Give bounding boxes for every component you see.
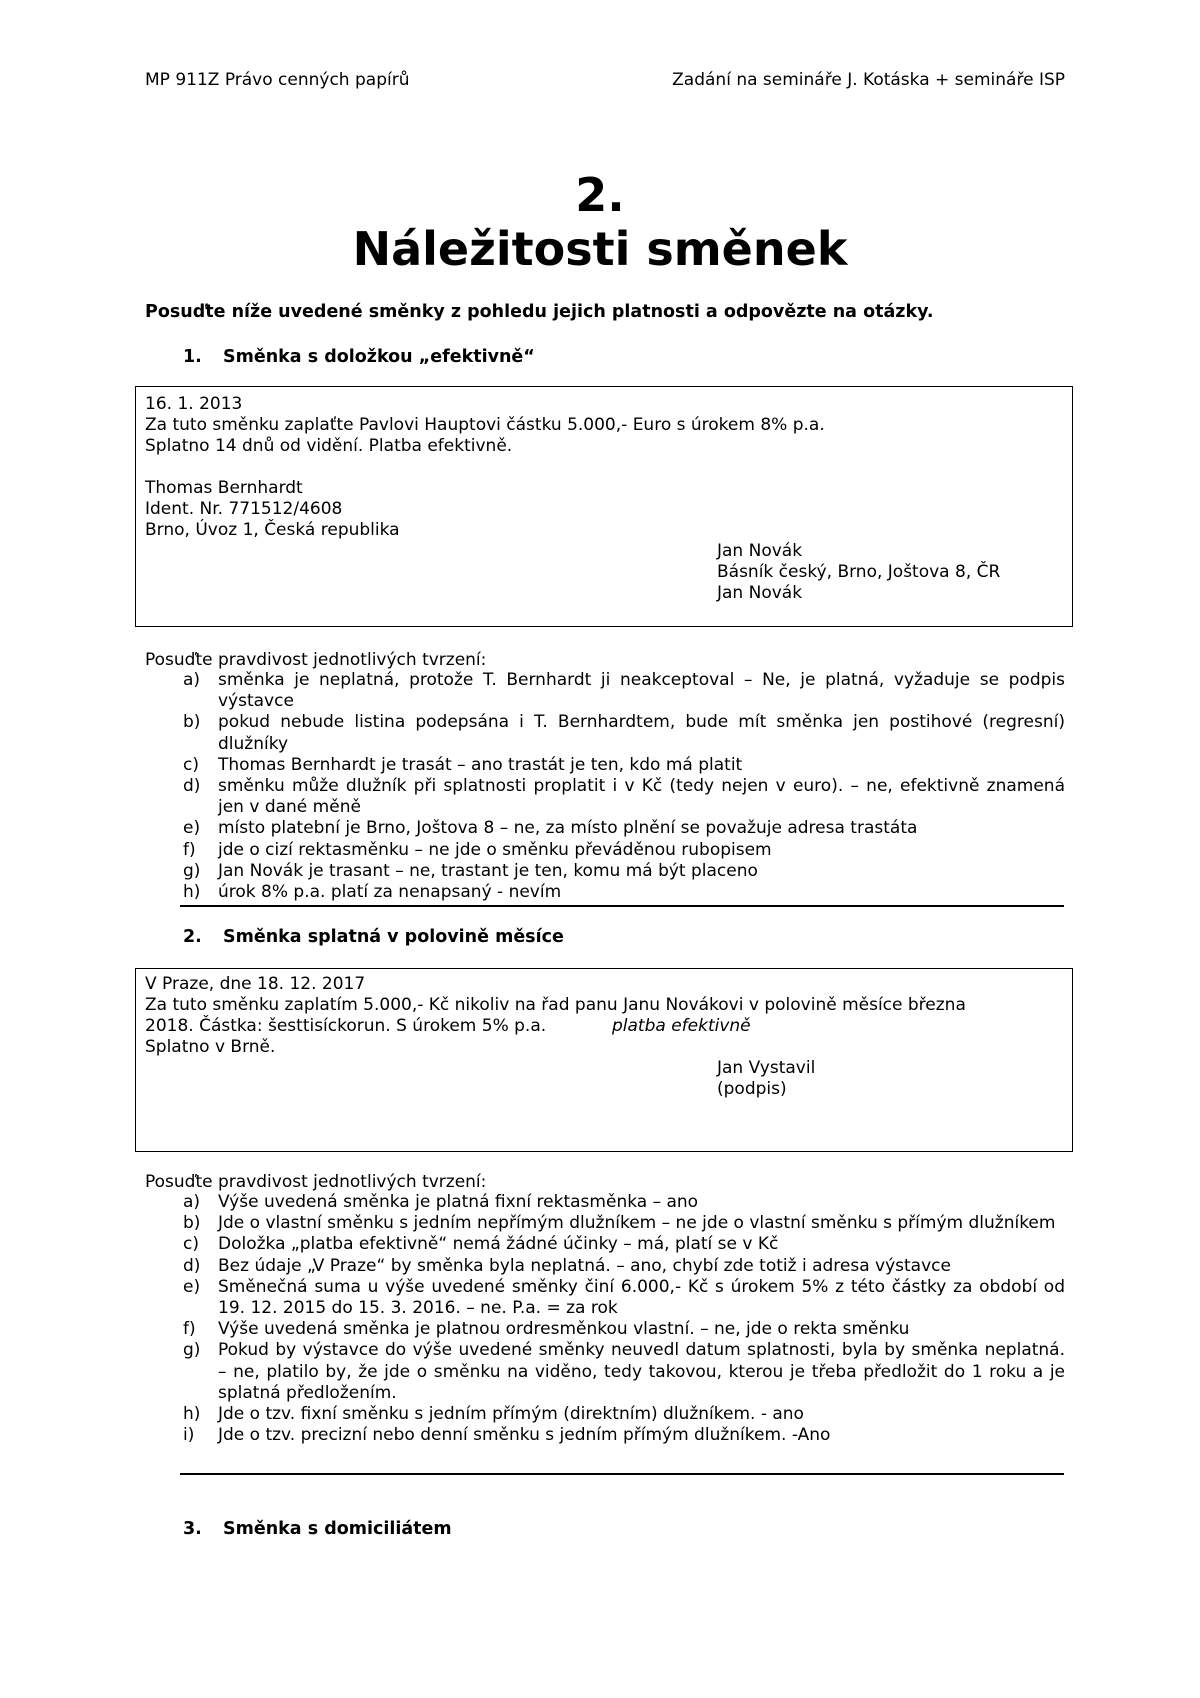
question-intro-1: Posuďte pravdivost jednotlivých tvrzení: [145, 650, 487, 670]
list-item: c) Doložka „platba efektivně“ nemá žádné účinky – má, platí se v Kč [183, 1234, 779, 1255]
bill-line: 16. 1. 2013 [145, 394, 243, 414]
list-item: f) jde o cizí rektasměnku – ne jde o směnku převáděnou rubopisem [183, 839, 772, 860]
section-heading-2 [183, 927, 564, 947]
section-number: 3. [183, 1519, 202, 1539]
list-item: e) Směnečná suma u výše uvedené směnky činí 6.000,- Kč s úrokem 5% z této částky za období od 19. 12. 2015 do 15. 3. 2016. – ne. P.a. = za rok [183, 1276, 1065, 1319]
section-divider [180, 905, 1064, 907]
list-item: b) pokud nebude listina podepsána i T. Bernhardtem, bude mít směnka jen postihové (regresní) dlužníky [183, 712, 1065, 754]
statement-list-1 [145, 670, 1065, 903]
list-item: d) směnku může dlužník při splatnosti proplatit i v Kč (tedy nejen v euro). – ne, efektivně znamená jen v dané měně [183, 776, 1065, 818]
bill-box-1 [135, 386, 1073, 627]
bill-line: Básník český, Brno, Joštova 8, ČR [717, 562, 1001, 582]
section-number: 2. [183, 927, 202, 947]
bill-line: Za tuto směnku zaplaťte Pavlovi Hauptovi částku 5.000,- Euro s úrokem 8% p.a. [145, 415, 825, 435]
bill-line-italic: platba efektivně [612, 1016, 751, 1036]
bill-line: Jan Novák [717, 583, 803, 603]
bill-line: Splatno v Brně. [145, 1037, 276, 1057]
list-item: g) Jan Novák je trasant – ne, trastant je ten, komu má být placeno [183, 860, 758, 881]
header-assignment: Zadání na semináře J. Kotáska + semináře ISP [672, 70, 1065, 90]
chapter-number: 2. [575, 168, 625, 222]
list-item: h) Jde o tzv. fixní směnku s jedním přímým (direktním) dlužníkem. - ano [183, 1404, 804, 1425]
bill-line: Jan Novák [717, 541, 803, 561]
intro-instruction: Posuďte níže uvedené směnky z pohledu jejich platnosti a odpovězte na otázky. [145, 302, 934, 322]
list-item: d) Bez údaje „V Praze“ by směnka byla neplatná. – ano, chybí zde totiž i adresa výstavce [183, 1255, 951, 1276]
bill-line: Thomas Bernhardt [145, 478, 303, 498]
page-title: Náležitosti směnek [352, 222, 848, 276]
list-item: c) Thomas Bernhardt je trasát – ano trastát je ten, kdo má platit [183, 754, 743, 775]
bill-line: Jan Vystavil [717, 1058, 816, 1078]
list-item: i) Jde o tzv. precizní nebo denní směnku s jedním přímým dlužníkem. -Ano [183, 1425, 831, 1446]
bill-line: Splatno 14 dnů od vidění. Platba efektivně. [145, 436, 513, 456]
list-item: f) Výše uvedená směnka je platnou ordresměnkou vlastní. – ne, jde o rekta směnku [183, 1319, 910, 1340]
list-item: h) úrok 8% p.a. platí za nenapsaný - nevím [183, 882, 562, 903]
bill-line: (podpis) [717, 1079, 787, 1099]
bill-box-2 [135, 968, 1073, 1152]
section-divider [180, 1473, 1064, 1475]
question-intro-2: Posuďte pravdivost jednotlivých tvrzení: [145, 1172, 487, 1192]
section-title: Směnka s doložkou „efektivně“ [223, 347, 535, 367]
bill-line: Brno, Úvoz 1, Česká republika [145, 520, 400, 540]
section-heading-3 [183, 1519, 452, 1539]
list-item: b) Jde o vlastní směnku s jedním nepřímým dlužníkem – ne jde o vlastní směnku s přímým dlužníkem [183, 1213, 1056, 1234]
bill-line: 2018. Částka: šesttisíckorun. S úrokem 5% p.a. [145, 1016, 547, 1036]
statement-list-2 [145, 1192, 1065, 1446]
bill-line: V Praze, dne 18. 12. 2017 [145, 974, 366, 994]
bill-line: Za tuto směnku zaplatím 5.000,- Kč nikoliv na řad panu Janu Novákovi v polovině měsíce března [145, 995, 966, 1015]
bill-line: Ident. Nr. 771512/4608 [145, 499, 343, 519]
section-number: 1. [183, 347, 202, 367]
section-title: Směnka splatná v polovině měsíce [223, 927, 564, 947]
list-item: g) Pokud by výstavce do výše uvedené směnky neuvedl datum splatnosti, byla by směnka neplatná. – ne, platilo by, že jde o směnku na viděno, tedy takovou, kterou je třeba předložit do 1 roku a je splatná předložením. [183, 1340, 1065, 1403]
header-course: MP 911Z Právo cenných papírů [145, 70, 410, 90]
list-item: a) Výše uvedená směnka je platná fixní rektasměnka – ano [183, 1192, 699, 1212]
section-title: Směnka s domiciliátem [223, 1519, 452, 1539]
section-heading-1 [183, 347, 535, 367]
list-item: a) směnka je neplatná, protože T. Bernhardt ji neakceptoval – Ne, je platná, vyžaduje se podpis výstavce [183, 670, 1065, 712]
list-item: e) místo platební je Brno, Joštova 8 – ne, za místo plnění se považuje adresa trastáta [183, 818, 918, 839]
